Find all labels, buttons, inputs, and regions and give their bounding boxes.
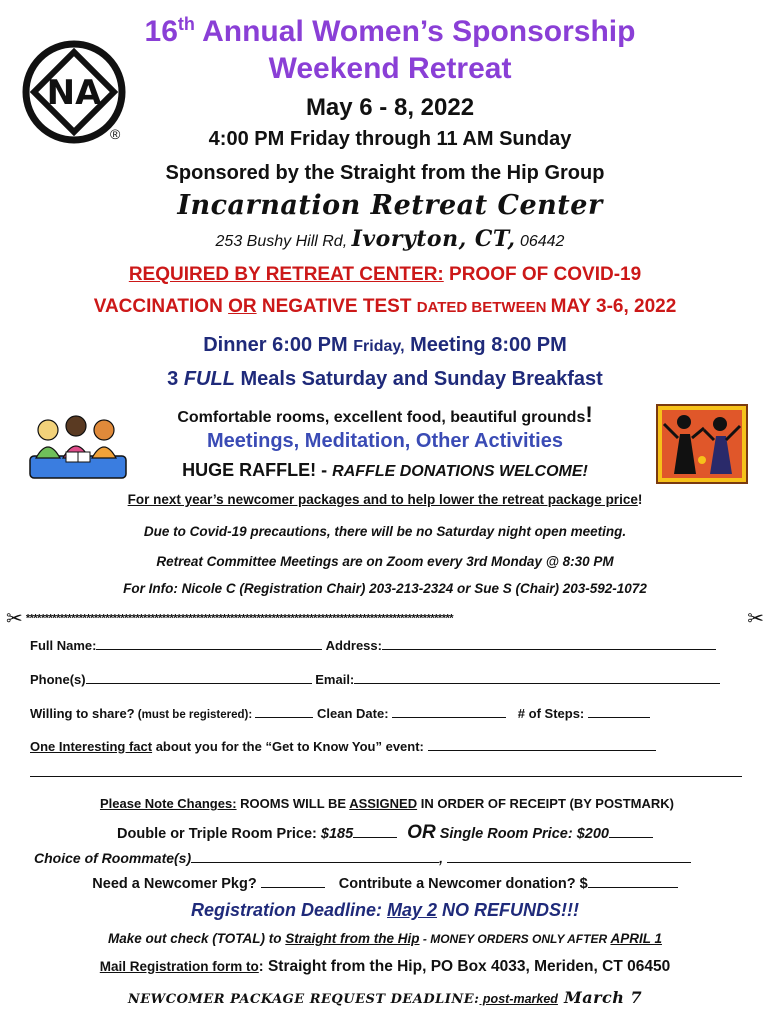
raffle-line: HUGE RAFFLE! - RAFFLE DONATIONS WELCOME! bbox=[182, 460, 588, 480]
dinner-meeting: Dinner 6:00 PM Friday, Meeting 8:00 PM bbox=[203, 334, 567, 356]
address-field[interactable] bbox=[382, 649, 716, 650]
dancers-clipart bbox=[656, 404, 748, 484]
mail-instructions: Mail Registration form to: Straight from the Hip, PO Box 4033, Meriden, CT 06450 bbox=[99, 958, 671, 975]
newcomer-donation-field[interactable] bbox=[588, 887, 678, 888]
info-line: For Info: Nicole C (Registration Chair) 203-213-2324 or Sue S (Chair) 203-592-1072 bbox=[123, 581, 647, 596]
interesting-fact-line2[interactable] bbox=[30, 776, 742, 777]
women-reading-clipart bbox=[26, 408, 130, 482]
requirement-line2: VACCINATION OR NEGATIVE TEST DATED BETWEEN MAY 3-6, 2022 bbox=[93, 296, 677, 317]
event-times: 4:00 PM Friday through 11 AM Sunday bbox=[208, 128, 572, 150]
steps-field[interactable] bbox=[588, 717, 650, 718]
cut-stars: ***************************************************************************************************************** bbox=[25, 612, 454, 625]
requirement-line1: REQUIRED BY RETREAT CENTER: PROOF OF COVID-19 bbox=[128, 264, 642, 285]
willing-to-share-field[interactable] bbox=[255, 717, 313, 718]
page-title-line2: Weekend Retreat bbox=[268, 52, 512, 85]
newcomer-row: Need a Newcomer Pkg? Contribute a Newcomer donation? $ bbox=[0, 876, 770, 892]
changes-note: Please Note Changes: ROOMS WILL BE ASSIGNED IN ORDER OF RECEIPT (BY POSTMARK) bbox=[99, 796, 674, 811]
venue-name: Incarnation Retreat Center bbox=[177, 190, 603, 221]
email-field[interactable] bbox=[354, 683, 720, 684]
scissors-icon: ✂ bbox=[6, 608, 23, 630]
covid-note: Due to Covid-19 precautions, there will be no Saturday night open meeting. bbox=[143, 524, 627, 539]
newcomer-packages-note: For next year’s newcomer packages and to help lower the retreat package price! bbox=[127, 492, 643, 507]
cut-line bbox=[6, 606, 764, 631]
check-instructions: Make out check (TOTAL) to Straight from the Hip - MONEY ORDERS ONLY AFTER APRIL 1 bbox=[108, 931, 662, 946]
roommate-field-2[interactable] bbox=[447, 862, 691, 863]
clean-date-field[interactable] bbox=[392, 717, 506, 718]
phone-field[interactable] bbox=[86, 683, 312, 684]
zoom-note: Retreat Committee Meetings are on Zoom every 3rd Monday @ 8:30 PM bbox=[156, 554, 614, 569]
venue-address: 253 Bushy Hill Rd, Ivoryton, CT, 06442 bbox=[215, 226, 565, 252]
interesting-fact-field[interactable] bbox=[428, 750, 656, 751]
newcomer-pkg-field[interactable] bbox=[261, 887, 325, 888]
interesting-fact-row: One Interesting fact about you for the “Get to Know You” event: bbox=[30, 739, 742, 754]
meals-line: 3 FULL Meals Saturday and Sunday Breakfast bbox=[167, 368, 603, 390]
name-address-row: Full Name: Address: bbox=[30, 638, 742, 653]
share-clean-steps-row: Willing to share? (must be registered): Clean Date: # of Steps: bbox=[30, 706, 742, 721]
activities-line: Meetings, Meditation, Other Activities bbox=[207, 430, 563, 452]
comfort-line: Comfortable rooms, excellent food, beautiful grounds! bbox=[177, 402, 593, 427]
registration-deadline: Registration Deadline: May 2 NO REFUNDS!!! bbox=[190, 900, 580, 920]
svg-text:NA: NA bbox=[46, 73, 102, 113]
phone-email-row: Phone(s) Email: bbox=[30, 672, 742, 687]
roommate-row: Choice of Roommate(s) , bbox=[34, 850, 746, 866]
newcomer-deadline: NEWCOMER PACKAGE REQUEST DEADLINE: post-marked March 7 bbox=[127, 988, 643, 1007]
scissors-icon-right: ✂ bbox=[747, 608, 764, 630]
roommate-field-1[interactable] bbox=[191, 862, 439, 863]
room-prices: Double or Triple Room Price: $185 OR Single Room Price: $200 bbox=[0, 822, 770, 844]
registered-mark: ® bbox=[110, 126, 121, 142]
page-title: 16th Annual Women’s Sponsorship bbox=[144, 14, 636, 48]
event-dates: May 6 - 8, 2022 bbox=[305, 94, 475, 121]
full-name-field[interactable] bbox=[96, 649, 322, 650]
sponsor-line: Sponsored by the Straight from the Hip Group bbox=[165, 162, 605, 184]
